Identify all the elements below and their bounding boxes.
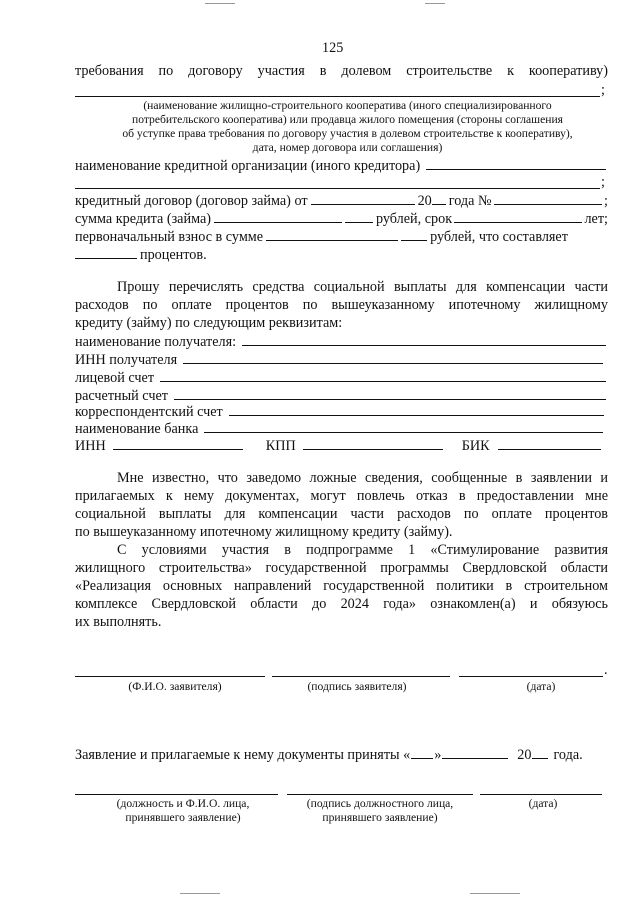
statement-1-line-2: прилагаемых к нему документах, могут повлечь отказ в предоставлении мне xyxy=(75,488,608,504)
credit-term-field[interactable] xyxy=(454,210,582,223)
credit-sum-row xyxy=(75,210,608,228)
statement-2-line-1: С условиями участия в подпрограмме 1 «Стимулирование развития xyxy=(117,542,608,558)
statement-2-line-3: «Реализация основных направлений государственной политики в строительном xyxy=(75,578,608,594)
recipient-name-field[interactable] xyxy=(242,333,606,346)
inn-label: ИНН xyxy=(75,438,106,454)
official-fio-caption-1: (должность и Ф.И.О. лица, xyxy=(116,797,250,810)
bank-name-label: наименование банка xyxy=(75,421,199,437)
credit-org-line-2[interactable] xyxy=(75,188,600,189)
scan-mark-top xyxy=(425,3,445,4)
contract-end: ; xyxy=(604,193,608,209)
accepted-month-field[interactable] xyxy=(442,746,508,759)
accepted-row xyxy=(75,746,583,764)
cooperative-line-semicolon: ; xyxy=(601,82,605,98)
statement-2-line-4: комплексе Свердловской области до 2024 года» ознакомлен(а) и обязуюсь xyxy=(75,596,608,612)
percent-label: процентов. xyxy=(140,247,207,263)
percent-field[interactable] xyxy=(75,246,137,259)
corr-account-field[interactable] xyxy=(229,403,604,416)
applicant-date-caption: (дата) xyxy=(526,680,556,693)
credit-org-semicolon: ; xyxy=(601,174,605,190)
bik-field[interactable] xyxy=(498,437,601,450)
official-fio-line[interactable] xyxy=(75,794,278,795)
official-date-line[interactable] xyxy=(480,794,602,795)
cooperative-note-3: об уступке права требования по договору участия в долевом строительстве к кооперативу), xyxy=(122,127,573,140)
initial-payment-row xyxy=(75,228,608,246)
cooperative-note-4: дата, номер договора или соглашения) xyxy=(252,141,443,154)
statement-1-line-1: Мне известно, что заведомо ложные сведения, сообщенные в заявлении и xyxy=(117,470,608,486)
statement-2-line-2: жилищного строительства» государственной программы Свердловской области xyxy=(75,560,608,576)
applicant-date-line[interactable] xyxy=(459,676,603,677)
contract-row xyxy=(75,192,608,210)
recipient-name-label: наименование получателя: xyxy=(75,334,237,350)
contract-label: кредитный договор (договор займа) от xyxy=(75,193,308,209)
percent-row xyxy=(75,246,207,264)
official-date-caption: (дата) xyxy=(528,797,558,810)
official-sign-caption-1: (подпись должностного лица, xyxy=(306,797,454,810)
scan-mark-bottom xyxy=(470,893,520,894)
accepted-day-field[interactable] xyxy=(411,746,433,759)
credit-org-label: наименование кредитной организации (иного кредитора) xyxy=(75,158,421,174)
credit-sum-kop-field[interactable] xyxy=(345,210,373,223)
bank-codes-row xyxy=(75,437,603,455)
official-sign-caption-2: принявшего заявление) xyxy=(322,811,438,824)
accepted-year-prefix: 20 xyxy=(517,747,532,763)
initial-kop-field[interactable] xyxy=(401,228,427,241)
corr-account-row xyxy=(75,403,606,421)
credit-sum-rub: рублей, срок xyxy=(375,211,453,227)
personal-account-row xyxy=(75,369,608,387)
settlement-account-label: расчетный счет xyxy=(75,388,168,404)
bank-name-field[interactable] xyxy=(204,420,603,433)
applicant-sign-caption: (подпись заявителя) xyxy=(307,680,407,693)
corr-account-label: корреспондентский счет xyxy=(75,404,223,420)
settlement-account-field[interactable] xyxy=(174,387,606,400)
bik-label: БИК xyxy=(461,438,490,454)
request-line-1: Прошу перечислять средства социальной выплаты для компенсации части xyxy=(117,279,608,295)
applicant-fio-caption: (Ф.И.О. заявителя) xyxy=(128,680,222,693)
statement-2-line-5: их выполнять. xyxy=(75,614,162,630)
recipient-inn-field[interactable] xyxy=(183,351,603,364)
contract-number-field[interactable] xyxy=(494,192,603,205)
kpp-field[interactable] xyxy=(303,437,443,450)
applicant-fio-line[interactable] xyxy=(75,676,265,677)
accepted-quote-close: » xyxy=(434,747,442,763)
recipient-inn-label: ИНН получателя xyxy=(75,352,178,368)
credit-sum-field[interactable] xyxy=(214,210,342,223)
accepted-year-suffix: года. xyxy=(553,747,583,763)
scan-mark-top xyxy=(205,3,235,4)
accepted-text: Заявление и прилагаемые к нему документы приняты « xyxy=(75,747,411,763)
inn-field[interactable] xyxy=(113,437,243,450)
initial-rub: рублей, что составляет xyxy=(430,229,568,245)
initial-label: первоначальный взнос в сумме xyxy=(75,229,264,245)
statement-1-line-4: по вышеуказанному ипотечному жилищному кредиту (займу). xyxy=(75,524,453,540)
contract-date-field[interactable] xyxy=(311,192,415,205)
statement-1-line-3: социальной выплаты для компенсации части расходов по оплате процентов xyxy=(75,506,608,522)
contract-year-field[interactable] xyxy=(432,192,446,205)
requirement-line: требования по договору участия в долевом строительстве к кооперативу) xyxy=(75,63,608,79)
kpp-label: КПП xyxy=(265,438,296,454)
cooperative-name-line[interactable] xyxy=(75,96,600,97)
credit-org-field[interactable] xyxy=(426,157,606,170)
request-line-2: расходов по оплате процентов по вышеуказанному ипотечному жилищному xyxy=(75,297,608,313)
accepted-year-field[interactable] xyxy=(532,746,548,759)
official-sign-line[interactable] xyxy=(287,794,473,795)
applicant-line-end-dot: . xyxy=(604,662,608,678)
cooperative-note-2: потребительского кооператива) или продавца жилого помещения (стороны соглашения xyxy=(132,113,563,126)
contract-year-prefix: 20 xyxy=(417,193,432,209)
scan-mark-bottom xyxy=(180,893,220,894)
personal-account-label: лицевой счет xyxy=(75,370,155,386)
applicant-sign-line[interactable] xyxy=(272,676,450,677)
recipient-inn-row xyxy=(75,351,605,369)
personal-account-field[interactable] xyxy=(160,369,606,382)
credit-org-row xyxy=(75,157,608,175)
page-number: 125 xyxy=(322,40,344,56)
initial-sum-field[interactable] xyxy=(266,228,398,241)
cooperative-note-1: (наименование жилищно-строительного кооператива (иного специализированного xyxy=(143,99,552,112)
recipient-name-row xyxy=(75,333,608,351)
bank-name-row xyxy=(75,420,605,438)
official-fio-caption-2: принявшего заявление) xyxy=(125,811,241,824)
credit-sum-years: лет; xyxy=(584,211,608,227)
request-line-3: кредиту (займу) по следующим реквизитам: xyxy=(75,315,343,331)
credit-sum-label: сумма кредита (займа) xyxy=(75,211,211,227)
contract-year-label: года № xyxy=(448,193,492,209)
